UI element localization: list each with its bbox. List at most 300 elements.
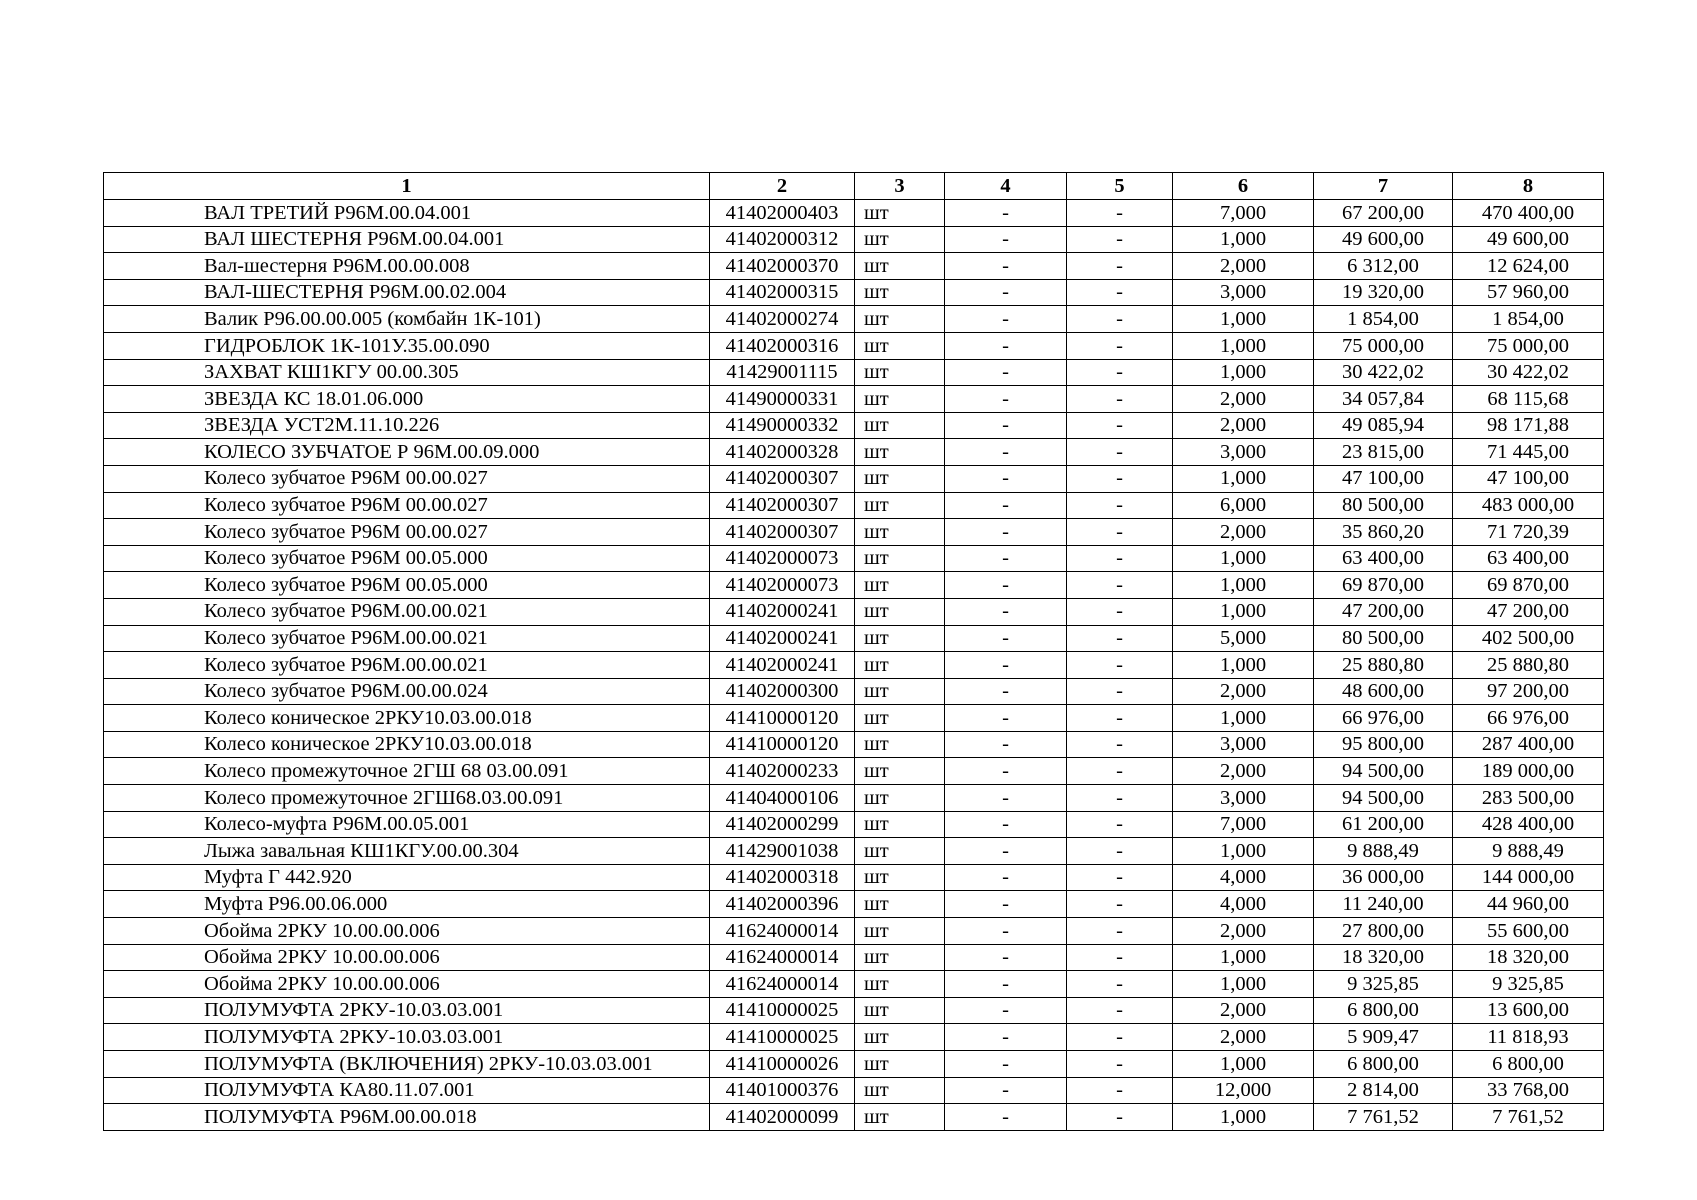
item-quantity: 2,000 bbox=[1173, 997, 1314, 1024]
item-total: 98 171,88 bbox=[1453, 412, 1604, 439]
item-col4: - bbox=[945, 332, 1067, 359]
item-unit: шт bbox=[855, 785, 945, 812]
table-row bbox=[104, 811, 1604, 838]
item-price: 27 800,00 bbox=[1314, 918, 1453, 945]
item-code: 41402000307 bbox=[710, 519, 855, 546]
item-price: 6 800,00 bbox=[1314, 997, 1453, 1024]
item-price: 67 200,00 bbox=[1314, 200, 1453, 227]
item-price: 94 500,00 bbox=[1314, 758, 1453, 785]
item-total: 402 500,00 bbox=[1453, 625, 1604, 652]
item-price: 6 312,00 bbox=[1314, 253, 1453, 280]
table-row bbox=[104, 864, 1604, 891]
item-code: 41402000300 bbox=[710, 678, 855, 705]
item-total: 12 624,00 bbox=[1453, 253, 1604, 280]
item-col4: - bbox=[945, 1104, 1067, 1131]
item-col5: - bbox=[1067, 439, 1173, 466]
item-quantity: 1,000 bbox=[1173, 598, 1314, 625]
table-row bbox=[104, 279, 1604, 306]
item-col5: - bbox=[1067, 253, 1173, 280]
item-price: 49 085,94 bbox=[1314, 412, 1453, 439]
item-unit: шт bbox=[855, 997, 945, 1024]
item-unit: шт bbox=[855, 572, 945, 599]
item-col5: - bbox=[1067, 625, 1173, 652]
item-col5: - bbox=[1067, 412, 1173, 439]
item-name: Колесо зубчатое Р96М 00.00.027 bbox=[104, 519, 710, 546]
item-price: 2 814,00 bbox=[1314, 1077, 1453, 1104]
item-unit: шт bbox=[855, 705, 945, 732]
item-code: 41402000318 bbox=[710, 864, 855, 891]
item-price: 94 500,00 bbox=[1314, 785, 1453, 812]
item-col5: - bbox=[1067, 306, 1173, 333]
item-quantity: 1,000 bbox=[1173, 359, 1314, 386]
item-quantity: 4,000 bbox=[1173, 891, 1314, 918]
item-col5: - bbox=[1067, 279, 1173, 306]
item-total: 18 320,00 bbox=[1453, 944, 1604, 971]
item-quantity: 2,000 bbox=[1173, 1024, 1314, 1051]
item-total: 470 400,00 bbox=[1453, 200, 1604, 227]
item-col4: - bbox=[945, 811, 1067, 838]
item-total: 11 818,93 bbox=[1453, 1024, 1604, 1051]
table-row bbox=[104, 891, 1604, 918]
item-col4: - bbox=[945, 519, 1067, 546]
table-row bbox=[104, 465, 1604, 492]
table-row bbox=[104, 598, 1604, 625]
item-code: 41410000120 bbox=[710, 731, 855, 758]
item-name: Муфта Р96.00.06.000 bbox=[104, 891, 710, 918]
item-quantity: 1,000 bbox=[1173, 1051, 1314, 1078]
item-price: 49 600,00 bbox=[1314, 226, 1453, 253]
item-unit: шт bbox=[855, 891, 945, 918]
item-code: 41404000106 bbox=[710, 785, 855, 812]
item-unit: шт bbox=[855, 492, 945, 519]
item-col4: - bbox=[945, 944, 1067, 971]
item-code: 41429001038 bbox=[710, 838, 855, 865]
item-col5: - bbox=[1067, 1077, 1173, 1104]
item-unit: шт bbox=[855, 253, 945, 280]
item-name: Колесо промежуточное 2ГШ68.03.00.091 bbox=[104, 785, 710, 812]
item-quantity: 1,000 bbox=[1173, 971, 1314, 998]
item-col4: - bbox=[945, 412, 1067, 439]
item-total: 1 854,00 bbox=[1453, 306, 1604, 333]
table-row bbox=[104, 731, 1604, 758]
item-name: Валик Р96.00.00.005 (комбайн 1К-101) bbox=[104, 306, 710, 333]
item-quantity: 3,000 bbox=[1173, 785, 1314, 812]
item-total: 33 768,00 bbox=[1453, 1077, 1604, 1104]
table-header bbox=[104, 173, 1604, 200]
item-unit: шт bbox=[855, 1104, 945, 1131]
item-price: 1 854,00 bbox=[1314, 306, 1453, 333]
item-code: 41402000241 bbox=[710, 625, 855, 652]
item-unit: шт bbox=[855, 731, 945, 758]
item-total: 97 200,00 bbox=[1453, 678, 1604, 705]
item-price: 66 976,00 bbox=[1314, 705, 1453, 732]
item-total: 47 100,00 bbox=[1453, 465, 1604, 492]
item-price: 9 888,49 bbox=[1314, 838, 1453, 865]
item-total: 189 000,00 bbox=[1453, 758, 1604, 785]
item-price: 34 057,84 bbox=[1314, 386, 1453, 413]
item-price: 7 761,52 bbox=[1314, 1104, 1453, 1131]
table-row bbox=[104, 359, 1604, 386]
item-quantity: 1,000 bbox=[1173, 838, 1314, 865]
item-name: ПОЛУМУФТА 2РКУ-10.03.03.001 bbox=[104, 1024, 710, 1051]
item-col5: - bbox=[1067, 1104, 1173, 1131]
item-name: Обойма 2РКУ 10.00.00.006 bbox=[104, 971, 710, 998]
item-col5: - bbox=[1067, 545, 1173, 572]
item-col5: - bbox=[1067, 572, 1173, 599]
item-code: 41490000332 bbox=[710, 412, 855, 439]
item-col4: - bbox=[945, 306, 1067, 333]
item-code: 41624000014 bbox=[710, 971, 855, 998]
item-quantity: 2,000 bbox=[1173, 678, 1314, 705]
item-total: 25 880,80 bbox=[1453, 652, 1604, 679]
item-col4: - bbox=[945, 492, 1067, 519]
item-quantity: 1,000 bbox=[1173, 306, 1314, 333]
item-col4: - bbox=[945, 731, 1067, 758]
table-row bbox=[104, 519, 1604, 546]
item-name: Лыжа завальная КШ1КГУ.00.00.304 bbox=[104, 838, 710, 865]
item-col5: - bbox=[1067, 598, 1173, 625]
item-unit: шт bbox=[855, 944, 945, 971]
item-name: Колесо зубчатое Р96М.00.00.021 bbox=[104, 598, 710, 625]
item-col5: - bbox=[1067, 864, 1173, 891]
table-row bbox=[104, 200, 1604, 227]
item-unit: шт bbox=[855, 412, 945, 439]
item-unit: шт bbox=[855, 1051, 945, 1078]
item-col4: - bbox=[945, 652, 1067, 679]
item-quantity: 1,000 bbox=[1173, 465, 1314, 492]
item-unit: шт bbox=[855, 465, 945, 492]
item-name: ЗВЕЗДА КС 18.01.06.000 bbox=[104, 386, 710, 413]
column-header-3: 3 bbox=[855, 173, 945, 200]
item-price: 48 600,00 bbox=[1314, 678, 1453, 705]
item-quantity: 3,000 bbox=[1173, 279, 1314, 306]
item-unit: шт bbox=[855, 864, 945, 891]
item-price: 18 320,00 bbox=[1314, 944, 1453, 971]
item-total: 44 960,00 bbox=[1453, 891, 1604, 918]
item-code: 41402000316 bbox=[710, 332, 855, 359]
column-header-4: 4 bbox=[945, 173, 1067, 200]
item-total: 49 600,00 bbox=[1453, 226, 1604, 253]
table-body bbox=[104, 200, 1604, 1131]
item-col5: - bbox=[1067, 678, 1173, 705]
item-price: 35 860,20 bbox=[1314, 519, 1453, 546]
item-col4: - bbox=[945, 386, 1067, 413]
item-code: 41402000073 bbox=[710, 572, 855, 599]
item-col5: - bbox=[1067, 200, 1173, 227]
item-price: 80 500,00 bbox=[1314, 625, 1453, 652]
item-unit: шт bbox=[855, 200, 945, 227]
item-price: 6 800,00 bbox=[1314, 1051, 1453, 1078]
table-row bbox=[104, 785, 1604, 812]
item-unit: шт bbox=[855, 758, 945, 785]
item-col4: - bbox=[945, 1051, 1067, 1078]
item-total: 47 200,00 bbox=[1453, 598, 1604, 625]
item-code: 41402000370 bbox=[710, 253, 855, 280]
table-row bbox=[104, 386, 1604, 413]
item-name: Колесо зубчатое Р96М.00.00.024 bbox=[104, 678, 710, 705]
item-total: 287 400,00 bbox=[1453, 731, 1604, 758]
item-unit: шт bbox=[855, 811, 945, 838]
item-code: 41402000233 bbox=[710, 758, 855, 785]
item-name: Колесо зубчатое Р96М 00.05.000 bbox=[104, 572, 710, 599]
item-col5: - bbox=[1067, 918, 1173, 945]
item-name: Обойма 2РКУ 10.00.00.006 bbox=[104, 944, 710, 971]
item-quantity: 1,000 bbox=[1173, 226, 1314, 253]
table-row bbox=[104, 678, 1604, 705]
item-col4: - bbox=[945, 678, 1067, 705]
item-price: 47 100,00 bbox=[1314, 465, 1453, 492]
item-price: 9 325,85 bbox=[1314, 971, 1453, 998]
table-row bbox=[104, 572, 1604, 599]
item-col4: - bbox=[945, 200, 1067, 227]
item-code: 41402000403 bbox=[710, 200, 855, 227]
table-row bbox=[104, 1104, 1604, 1131]
item-unit: шт bbox=[855, 598, 945, 625]
item-col5: - bbox=[1067, 758, 1173, 785]
item-quantity: 2,000 bbox=[1173, 386, 1314, 413]
item-total: 66 976,00 bbox=[1453, 705, 1604, 732]
item-code: 41402000328 bbox=[710, 439, 855, 466]
item-quantity: 2,000 bbox=[1173, 412, 1314, 439]
item-col4: - bbox=[945, 758, 1067, 785]
item-code: 41402000241 bbox=[710, 652, 855, 679]
item-price: 11 240,00 bbox=[1314, 891, 1453, 918]
table-row bbox=[104, 412, 1604, 439]
item-unit: шт bbox=[855, 652, 945, 679]
item-name: ЗАХВАТ КШ1КГУ 00.00.305 bbox=[104, 359, 710, 386]
item-quantity: 2,000 bbox=[1173, 253, 1314, 280]
table-row bbox=[104, 1051, 1604, 1078]
item-col5: - bbox=[1067, 465, 1173, 492]
item-col5: - bbox=[1067, 386, 1173, 413]
item-col4: - bbox=[945, 545, 1067, 572]
item-col4: - bbox=[945, 279, 1067, 306]
item-name: Обойма 2РКУ 10.00.00.006 bbox=[104, 918, 710, 945]
item-unit: шт bbox=[855, 386, 945, 413]
item-name: Колесо коническое 2РКУ10.03.00.018 bbox=[104, 731, 710, 758]
item-name: Колесо зубчатое Р96М 00.05.000 bbox=[104, 545, 710, 572]
item-quantity: 1,000 bbox=[1173, 652, 1314, 679]
item-total: 13 600,00 bbox=[1453, 997, 1604, 1024]
item-code: 41402000274 bbox=[710, 306, 855, 333]
item-col4: - bbox=[945, 439, 1067, 466]
item-code: 41402000299 bbox=[710, 811, 855, 838]
item-code: 41402000073 bbox=[710, 545, 855, 572]
item-code: 41402000315 bbox=[710, 279, 855, 306]
item-quantity: 1,000 bbox=[1173, 572, 1314, 599]
item-code: 41410000120 bbox=[710, 705, 855, 732]
item-col4: - bbox=[945, 359, 1067, 386]
item-total: 71 445,00 bbox=[1453, 439, 1604, 466]
item-price: 95 800,00 bbox=[1314, 731, 1453, 758]
item-price: 23 815,00 bbox=[1314, 439, 1453, 466]
table-row bbox=[104, 705, 1604, 732]
table-row bbox=[104, 625, 1604, 652]
item-quantity: 3,000 bbox=[1173, 439, 1314, 466]
item-name: ГИДРОБЛОК 1К-101У.35.00.090 bbox=[104, 332, 710, 359]
item-code: 41402000241 bbox=[710, 598, 855, 625]
item-name: ПОЛУМУФТА (ВКЛЮЧЕНИЯ) 2РКУ-10.03.03.001 bbox=[104, 1051, 710, 1078]
item-price: 5 909,47 bbox=[1314, 1024, 1453, 1051]
item-total: 9 888,49 bbox=[1453, 838, 1604, 865]
item-total: 68 115,68 bbox=[1453, 386, 1604, 413]
item-total: 428 400,00 bbox=[1453, 811, 1604, 838]
item-col5: - bbox=[1067, 519, 1173, 546]
item-unit: шт bbox=[855, 545, 945, 572]
item-name: ПОЛУМУФТА КА80.11.07.001 bbox=[104, 1077, 710, 1104]
item-col5: - bbox=[1067, 838, 1173, 865]
table-row bbox=[104, 971, 1604, 998]
table-row bbox=[104, 545, 1604, 572]
item-col5: - bbox=[1067, 332, 1173, 359]
inventory-table bbox=[103, 172, 1604, 1131]
item-quantity: 4,000 bbox=[1173, 864, 1314, 891]
table-row bbox=[104, 838, 1604, 865]
item-col4: - bbox=[945, 625, 1067, 652]
table-row bbox=[104, 226, 1604, 253]
item-code: 41401000376 bbox=[710, 1077, 855, 1104]
item-name: ВАЛ ТРЕТИЙ Р96М.00.04.001 bbox=[104, 200, 710, 227]
item-unit: шт bbox=[855, 332, 945, 359]
item-col4: - bbox=[945, 864, 1067, 891]
item-quantity: 7,000 bbox=[1173, 811, 1314, 838]
column-header-5: 5 bbox=[1067, 173, 1173, 200]
item-unit: шт bbox=[855, 678, 945, 705]
item-col5: - bbox=[1067, 705, 1173, 732]
item-col4: - bbox=[945, 705, 1067, 732]
table-row bbox=[104, 492, 1604, 519]
table-row bbox=[104, 758, 1604, 785]
item-code: 41624000014 bbox=[710, 918, 855, 945]
item-col5: - bbox=[1067, 731, 1173, 758]
item-price: 63 400,00 bbox=[1314, 545, 1453, 572]
item-price: 80 500,00 bbox=[1314, 492, 1453, 519]
table-row bbox=[104, 253, 1604, 280]
item-unit: шт bbox=[855, 1077, 945, 1104]
item-total: 55 600,00 bbox=[1453, 918, 1604, 945]
item-name: Колесо промежуточное 2ГШ 68 03.00.091 bbox=[104, 758, 710, 785]
item-total: 30 422,02 bbox=[1453, 359, 1604, 386]
table-row bbox=[104, 944, 1604, 971]
item-col5: - bbox=[1067, 971, 1173, 998]
item-price: 47 200,00 bbox=[1314, 598, 1453, 625]
item-code: 41410000026 bbox=[710, 1051, 855, 1078]
item-col4: - bbox=[945, 971, 1067, 998]
item-total: 283 500,00 bbox=[1453, 785, 1604, 812]
item-name: КОЛЕСО ЗУБЧАТОЕ Р 96М.00.09.000 bbox=[104, 439, 710, 466]
item-price: 19 320,00 bbox=[1314, 279, 1453, 306]
item-name: ПОЛУМУФТА 2РКУ-10.03.03.001 bbox=[104, 997, 710, 1024]
item-quantity: 3,000 bbox=[1173, 731, 1314, 758]
item-name: ВАЛ-ШЕСТЕРНЯ Р96М.00.02.004 bbox=[104, 279, 710, 306]
item-total: 9 325,85 bbox=[1453, 971, 1604, 998]
item-quantity: 1,000 bbox=[1173, 545, 1314, 572]
item-code: 41402000099 bbox=[710, 1104, 855, 1131]
column-header-1: 1 bbox=[104, 173, 710, 200]
column-header-8: 8 bbox=[1453, 173, 1604, 200]
item-code: 41624000014 bbox=[710, 944, 855, 971]
item-quantity: 1,000 bbox=[1173, 332, 1314, 359]
item-total: 7 761,52 bbox=[1453, 1104, 1604, 1131]
item-col4: - bbox=[945, 465, 1067, 492]
item-col4: - bbox=[945, 572, 1067, 599]
column-header-6: 6 bbox=[1173, 173, 1314, 200]
item-col4: - bbox=[945, 1077, 1067, 1104]
item-col4: - bbox=[945, 997, 1067, 1024]
table-row bbox=[104, 997, 1604, 1024]
item-code: 41429001115 bbox=[710, 359, 855, 386]
item-col5: - bbox=[1067, 891, 1173, 918]
item-col5: - bbox=[1067, 492, 1173, 519]
item-col4: - bbox=[945, 226, 1067, 253]
item-unit: шт bbox=[855, 306, 945, 333]
item-col5: - bbox=[1067, 359, 1173, 386]
item-quantity: 5,000 bbox=[1173, 625, 1314, 652]
item-col4: - bbox=[945, 891, 1067, 918]
item-price: 36 000,00 bbox=[1314, 864, 1453, 891]
item-name: Колесо коническое 2РКУ10.03.00.018 bbox=[104, 705, 710, 732]
item-col5: - bbox=[1067, 1051, 1173, 1078]
item-name: Муфта Г 442.920 bbox=[104, 864, 710, 891]
item-unit: шт bbox=[855, 918, 945, 945]
item-col5: - bbox=[1067, 226, 1173, 253]
table-row bbox=[104, 1077, 1604, 1104]
item-code: 41490000331 bbox=[710, 386, 855, 413]
item-unit: шт bbox=[855, 439, 945, 466]
item-col4: - bbox=[945, 253, 1067, 280]
item-name: Колесо зубчатое Р96М 00.00.027 bbox=[104, 492, 710, 519]
item-quantity: 12,000 bbox=[1173, 1077, 1314, 1104]
item-quantity: 2,000 bbox=[1173, 918, 1314, 945]
item-col5: - bbox=[1067, 811, 1173, 838]
item-total: 6 800,00 bbox=[1453, 1051, 1604, 1078]
item-total: 63 400,00 bbox=[1453, 545, 1604, 572]
item-total: 69 870,00 bbox=[1453, 572, 1604, 599]
item-col5: - bbox=[1067, 652, 1173, 679]
item-price: 69 870,00 bbox=[1314, 572, 1453, 599]
header-row bbox=[104, 173, 1604, 200]
item-total: 483 000,00 bbox=[1453, 492, 1604, 519]
item-col4: - bbox=[945, 598, 1067, 625]
item-col4: - bbox=[945, 1024, 1067, 1051]
item-code: 41410000025 bbox=[710, 997, 855, 1024]
item-name: Вал-шестерня Р96М.00.00.008 bbox=[104, 253, 710, 280]
item-total: 144 000,00 bbox=[1453, 864, 1604, 891]
item-code: 41402000312 bbox=[710, 226, 855, 253]
item-col5: - bbox=[1067, 785, 1173, 812]
table-row bbox=[104, 306, 1604, 333]
item-price: 30 422,02 bbox=[1314, 359, 1453, 386]
table-row bbox=[104, 439, 1604, 466]
item-code: 41402000396 bbox=[710, 891, 855, 918]
item-unit: шт bbox=[855, 971, 945, 998]
item-unit: шт bbox=[855, 226, 945, 253]
item-quantity: 7,000 bbox=[1173, 200, 1314, 227]
item-quantity: 1,000 bbox=[1173, 705, 1314, 732]
column-header-2: 2 bbox=[710, 173, 855, 200]
item-quantity: 1,000 bbox=[1173, 944, 1314, 971]
item-col5: - bbox=[1067, 944, 1173, 971]
item-unit: шт bbox=[855, 1024, 945, 1051]
item-quantity: 6,000 bbox=[1173, 492, 1314, 519]
item-quantity: 1,000 bbox=[1173, 1104, 1314, 1131]
item-code: 41402000307 bbox=[710, 492, 855, 519]
item-code: 41410000025 bbox=[710, 1024, 855, 1051]
item-col5: - bbox=[1067, 1024, 1173, 1051]
table-row bbox=[104, 918, 1604, 945]
item-unit: шт bbox=[855, 625, 945, 652]
item-name: Колесо зубчатое Р96М.00.00.021 bbox=[104, 625, 710, 652]
